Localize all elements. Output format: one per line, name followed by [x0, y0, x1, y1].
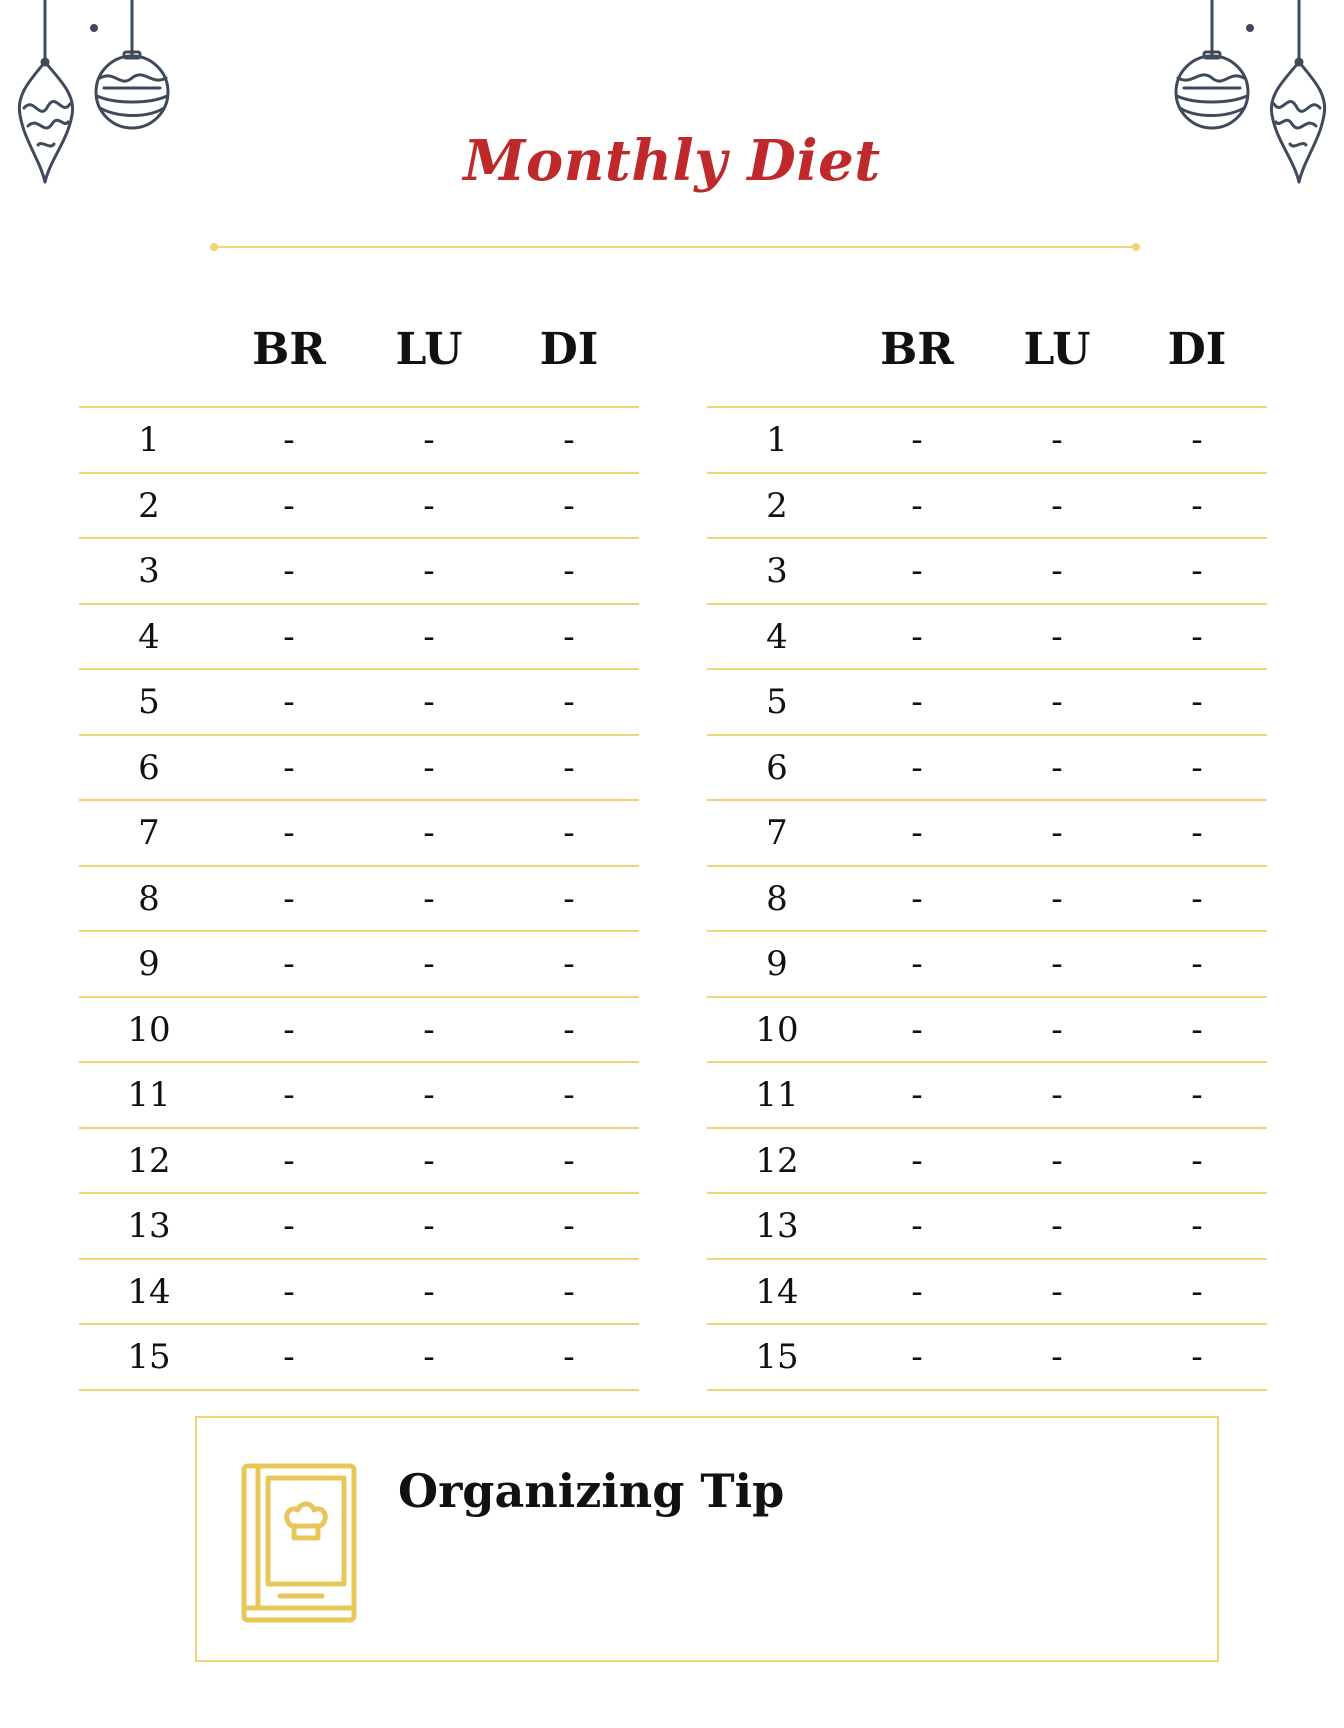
lunch-cell: -	[423, 551, 435, 591]
table-row	[79, 998, 639, 1064]
breakfast-cell: -	[911, 1009, 923, 1050]
day-number: 3	[138, 551, 160, 591]
breakfast-cell: -	[911, 551, 923, 591]
table-row	[707, 867, 1267, 933]
dinner-cell: -	[563, 878, 575, 919]
day-number: 3	[766, 551, 788, 591]
breakfast-cell: -	[911, 1075, 923, 1115]
dinner-cell: -	[1191, 420, 1203, 460]
table-body	[707, 408, 1267, 1391]
dinner-cell: -	[1191, 813, 1203, 853]
table-row	[707, 605, 1267, 671]
breakfast-cell: -	[911, 878, 923, 919]
day-number: 2	[766, 485, 788, 526]
breakfast-cell: -	[911, 1206, 923, 1246]
table-body	[79, 408, 639, 1391]
table-row	[79, 539, 639, 605]
day-number: 8	[138, 878, 160, 919]
breakfast-cell: -	[283, 1337, 295, 1377]
breakfast-cell: -	[283, 1271, 295, 1312]
day-number: 1	[138, 420, 160, 460]
breakfast-cell: -	[283, 1206, 295, 1246]
day-number: 5	[138, 682, 160, 722]
dinner-cell: -	[563, 1337, 575, 1377]
dinner-cell: -	[1191, 1206, 1203, 1246]
breakfast-cell: -	[911, 1337, 923, 1377]
breakfast-cell: -	[283, 485, 295, 526]
dinner-cell: -	[1191, 944, 1203, 984]
day-number: 2	[138, 485, 160, 526]
day-number: 9	[766, 944, 788, 984]
dinner-cell: -	[563, 485, 575, 526]
lunch-cell: -	[423, 1337, 435, 1377]
column-header-lu: LU	[1023, 324, 1091, 375]
day-number: 4	[766, 616, 788, 657]
day-number: 5	[766, 682, 788, 722]
dinner-cell: -	[1191, 682, 1203, 722]
table-row	[79, 736, 639, 802]
dinner-cell: -	[563, 1206, 575, 1246]
dinner-cell: -	[563, 1009, 575, 1050]
table-row	[79, 1194, 639, 1260]
day-number: 8	[766, 878, 788, 919]
lunch-cell: -	[423, 1206, 435, 1246]
breakfast-cell: -	[911, 616, 923, 657]
lunch-cell: -	[1051, 485, 1063, 526]
lunch-cell: -	[1051, 682, 1063, 722]
day-number: 10	[127, 1009, 171, 1050]
lunch-cell: -	[423, 616, 435, 657]
table-row	[79, 801, 639, 867]
dinner-cell: -	[563, 551, 575, 591]
table-header	[79, 300, 639, 408]
column-header-di: DI	[1167, 324, 1227, 375]
dinner-cell: -	[1191, 1337, 1203, 1377]
dinner-cell: -	[1191, 485, 1203, 526]
day-number: 15	[755, 1337, 799, 1377]
breakfast-cell: -	[911, 485, 923, 526]
dinner-cell: -	[563, 813, 575, 853]
lunch-cell: -	[423, 747, 435, 788]
lunch-cell: -	[1051, 616, 1063, 657]
table-row	[79, 605, 639, 671]
day-number: 15	[127, 1337, 171, 1377]
lunch-cell: -	[1051, 878, 1063, 919]
day-number: 1	[766, 420, 788, 460]
table-row	[707, 1325, 1267, 1391]
day-number: 9	[138, 944, 160, 984]
table-row	[79, 474, 639, 540]
breakfast-cell: -	[911, 1271, 923, 1312]
column-header-br: BR	[252, 324, 326, 375]
day-number: 14	[127, 1271, 171, 1312]
lunch-cell: -	[423, 878, 435, 919]
column-header-br: BR	[880, 324, 954, 375]
column-header-di: DI	[539, 324, 599, 375]
day-number: 7	[766, 813, 788, 853]
table-row	[707, 736, 1267, 802]
dinner-cell: -	[1191, 1075, 1203, 1115]
day-number: 14	[755, 1271, 799, 1312]
dinner-cell: -	[1191, 1009, 1203, 1050]
lunch-cell: -	[1051, 813, 1063, 853]
table-row	[79, 932, 639, 998]
breakfast-cell: -	[911, 420, 923, 460]
day-number: 11	[755, 1075, 799, 1115]
dinner-cell: -	[1191, 1140, 1203, 1181]
table-row	[707, 474, 1267, 540]
breakfast-cell: -	[911, 682, 923, 722]
day-number: 11	[127, 1075, 171, 1115]
day-number: 13	[127, 1206, 171, 1246]
table-row	[79, 1260, 639, 1326]
table-row	[707, 1063, 1267, 1129]
table-row	[707, 998, 1267, 1064]
lunch-cell: -	[1051, 1206, 1063, 1246]
breakfast-cell: -	[283, 944, 295, 984]
breakfast-cell: -	[283, 813, 295, 853]
breakfast-cell: -	[283, 1009, 295, 1050]
breakfast-cell: -	[283, 551, 295, 591]
day-number: 12	[127, 1140, 171, 1181]
table-row	[79, 1129, 639, 1195]
diet-table-left	[79, 300, 639, 1391]
lunch-cell: -	[1051, 1271, 1063, 1312]
dinner-cell: -	[563, 420, 575, 460]
breakfast-cell: -	[911, 944, 923, 984]
dinner-cell: -	[563, 747, 575, 788]
dinner-cell: -	[563, 1140, 575, 1181]
title-divider	[210, 240, 1140, 254]
lunch-cell: -	[423, 1140, 435, 1181]
breakfast-cell: -	[911, 813, 923, 853]
table-row	[707, 408, 1267, 474]
breakfast-cell: -	[283, 616, 295, 657]
dinner-cell: -	[1191, 747, 1203, 788]
table-row	[79, 867, 639, 933]
breakfast-cell: -	[283, 682, 295, 722]
day-number: 6	[138, 747, 160, 788]
table-header	[707, 300, 1267, 408]
day-number: 7	[138, 813, 160, 853]
dinner-cell: -	[1191, 1271, 1203, 1312]
table-row	[707, 801, 1267, 867]
table-row	[79, 408, 639, 474]
breakfast-cell: -	[283, 420, 295, 460]
breakfast-cell: -	[911, 747, 923, 788]
table-row	[707, 1129, 1267, 1195]
lunch-cell: -	[1051, 1140, 1063, 1181]
dinner-cell: -	[1191, 616, 1203, 657]
organizing-tip-box	[195, 1416, 1219, 1662]
column-header-lu: LU	[395, 324, 463, 375]
lunch-cell: -	[1051, 1009, 1063, 1050]
lunch-cell: -	[1051, 944, 1063, 984]
lunch-cell: -	[423, 1009, 435, 1050]
lunch-cell: -	[423, 1075, 435, 1115]
table-row	[707, 932, 1267, 998]
table-row	[707, 670, 1267, 736]
lunch-cell: -	[423, 420, 435, 460]
dinner-cell: -	[563, 1075, 575, 1115]
lunch-cell: -	[1051, 1075, 1063, 1115]
day-number: 10	[755, 1009, 799, 1050]
table-row	[79, 1325, 639, 1391]
dinner-cell: -	[563, 944, 575, 984]
breakfast-cell: -	[911, 1140, 923, 1181]
dinner-cell: -	[563, 1271, 575, 1312]
lunch-cell: -	[1051, 420, 1063, 460]
tip-title: Organizing Tip	[398, 1464, 785, 1518]
breakfast-cell: -	[283, 878, 295, 919]
diet-table-right	[707, 300, 1267, 1391]
recipe-book-icon	[240, 1462, 358, 1624]
day-number: 13	[755, 1206, 799, 1246]
breakfast-cell: -	[283, 747, 295, 788]
dinner-cell: -	[1191, 878, 1203, 919]
day-number: 4	[138, 616, 160, 657]
lunch-cell: -	[1051, 747, 1063, 788]
lunch-cell: -	[423, 682, 435, 722]
breakfast-cell: -	[283, 1140, 295, 1181]
dinner-cell: -	[1191, 551, 1203, 591]
lunch-cell: -	[423, 944, 435, 984]
breakfast-cell: -	[283, 1075, 295, 1115]
table-row	[707, 1194, 1267, 1260]
day-number: 6	[766, 747, 788, 788]
lunch-cell: -	[1051, 551, 1063, 591]
dinner-cell: -	[563, 682, 575, 722]
dinner-cell: -	[563, 616, 575, 657]
page-title: Monthly Diet	[463, 128, 881, 194]
table-row	[707, 1260, 1267, 1326]
lunch-cell: -	[423, 485, 435, 526]
table-row	[79, 670, 639, 736]
table-row	[707, 539, 1267, 605]
lunch-cell: -	[1051, 1337, 1063, 1377]
lunch-cell: -	[423, 813, 435, 853]
table-row	[79, 1063, 639, 1129]
lunch-cell: -	[423, 1271, 435, 1312]
day-number: 12	[755, 1140, 799, 1181]
